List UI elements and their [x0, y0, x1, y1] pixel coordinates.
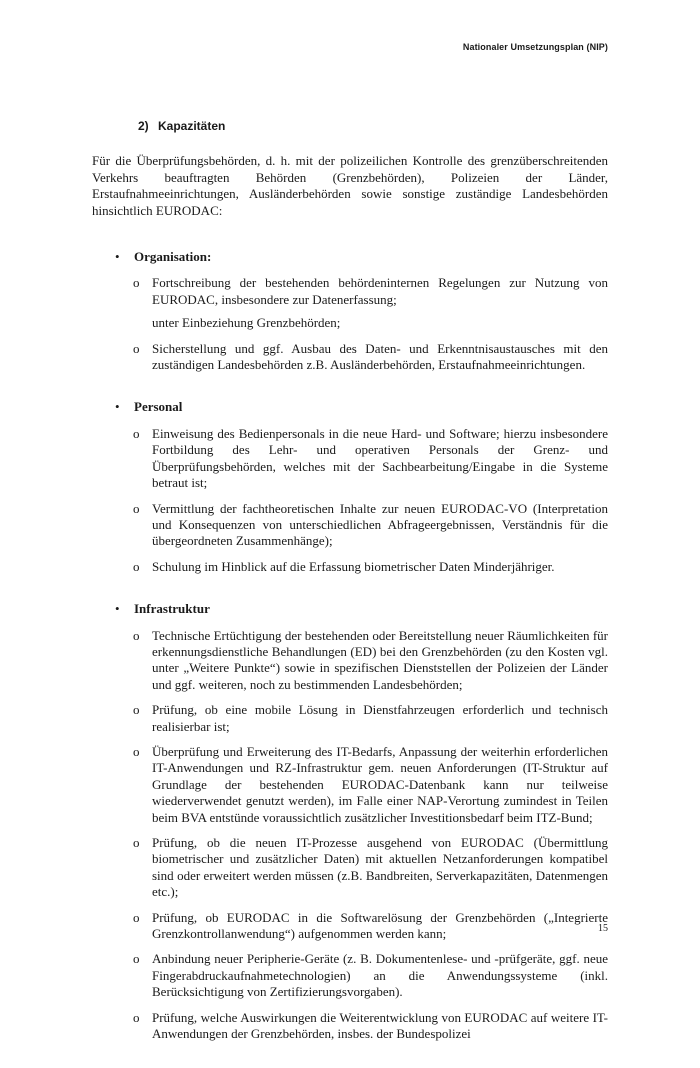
- group-infrastruktur: [92, 601, 608, 1042]
- list-item-continuation: unter Einbeziehung Grenzbehörden;: [152, 315, 341, 331]
- item-list: [92, 275, 608, 373]
- list-item-text: Vermittlung der fachtheoretischen Inhalte zur neuen EURODAC-VO (Interpretation und Konsequenzen von unterschiedlichen Abfrageergebnissen, Verständnis für die übergeordneten Zusammenhänge);: [152, 500, 608, 549]
- list-item-text: Prüfung, ob eine mobile Lösung in Dienstfahrzeugen erforderlich und technisch realisierbar ist;: [152, 702, 608, 734]
- circle-bullet-icon: o: [133, 909, 140, 925]
- list-item: [92, 501, 608, 550]
- list-item: [92, 426, 608, 492]
- list-item-text: Technische Ertüchtigung der bestehenden oder Bereitstellung neuer Räumlichkeiten für erkennungsdienstliche Behandlungen (ED) bei den Grenzbehörden (zu den Kosten vgl. unter „Weitere Punkte“) sowie in spezifischen Dienststellen der Polizeien der Länder und ggf. weiteren, noch zu bestimmenden Landesbehörden;: [152, 627, 608, 692]
- section-number: 2): [138, 119, 149, 133]
- group-title-text: Organisation:: [134, 249, 212, 265]
- circle-bullet-icon: o: [133, 627, 140, 643]
- group-personal: [92, 399, 608, 575]
- group-title-text: Personal: [134, 399, 183, 415]
- circle-bullet-icon: o: [133, 500, 140, 516]
- section-title: Kapazitäten: [158, 119, 226, 133]
- list-item-text: Prüfung, ob EURODAC in die Softwarelösung der Grenzbehörden („Integrierte Grenzkontrollanwendung“) aufgenommen werden kann;: [152, 909, 608, 942]
- circle-bullet-icon: o: [133, 702, 140, 718]
- list-item-text: Sicherstellung und ggf. Ausbau des Daten- und Erkenntnisaustausches mit den zuständigen Landesbehörden z.B. Ausländerbehörden, Erstaufnahmeeinrichtungen.: [152, 340, 608, 373]
- list-item-text: Anbindung neuer Peripherie-Geräte (z. B. Dokumentenlese- und -prüfgeräte, ggf. neue Fingerabdruckaufnahmetechnologien) an die Anwendungssysteme (inkl. Berücksichtigung von Zertifizierungsvorgaben).: [152, 951, 608, 1000]
- list-item-text: Prüfung, welche Auswirkungen die Weiterentwicklung von EURODAC auf weitere IT-Anwendungen der Grenzbehörden, insbes. der Bundespolizei: [152, 1009, 608, 1042]
- circle-bullet-icon: o: [133, 743, 140, 759]
- circle-bullet-icon: o: [133, 275, 140, 291]
- list-item: [92, 744, 608, 826]
- intro-paragraph: Für die Überprüfungsbehörden, d. h. mit der polizeilichen Kontrolle des grenzüberschreitenden Verkehrs beauftragten Behörden (Grenzbehörden), Polizeien der Länder, Erstaufnahmeeinrichtungen, Ausländerbehörden sowie sonstige zuständige Landesbehörden hinsichtlich EURODAC:: [92, 153, 608, 218]
- circle-bullet-icon: o: [133, 425, 140, 441]
- list-item: [92, 628, 608, 694]
- bullet-icon: •: [115, 249, 120, 265]
- item-list: [92, 628, 608, 1043]
- group-title: [92, 249, 608, 265]
- list-item: [92, 702, 608, 735]
- circle-bullet-icon: o: [133, 340, 140, 356]
- item-list: [92, 426, 608, 575]
- page-number: 15: [598, 923, 608, 934]
- circle-bullet-icon: o: [133, 1009, 140, 1025]
- group-organisation: [92, 249, 608, 373]
- group-title: [92, 399, 608, 415]
- list-item-text: Einweisung des Bedienpersonals in die neue Hard- und Software; hierzu insbesondere Fortbildung des Lehr- und operativen Personals der Grenz- und Überprüfungsbehörden, welches mit der Sachbearbeitung/Eingabe in die Systeme betraut ist;: [152, 425, 608, 491]
- list-item: [92, 1010, 608, 1043]
- list-item: [92, 835, 608, 901]
- circle-bullet-icon: o: [133, 951, 140, 967]
- group-title-text: Infrastruktur: [134, 601, 210, 617]
- list-item-text: Überprüfung und Erweiterung des IT-Bedarfs, Anpassung der weiterhin erforderlichen IT-Anwendungen und RZ-Infrastruktur gem. neuen Anforderungen (IT-Struktur auf Grundlage der bestehenden EURODAC-Datenbank kann nur teilweise wiederverwendet genutzt werden), im Falle einer NAP-Verortung zumindest in Teilen beim BVA entstünde voraussichtlich zusätzlicher Investitionsbedarf beim ITZ-Bund;: [152, 743, 608, 825]
- section-heading: [138, 118, 608, 134]
- document-body: [92, 118, 608, 1068]
- list-item-text: Prüfung, ob die neuen IT-Prozesse ausgehend von EURODAC (Übermittlung biometrischer und zusätzlicher Daten) mit aktuellen Netzanforderungen kompatibel sind oder erweitert werden müssen (z.B. Bandbreiten, Serverkapazitäten, Datenmengen etc.);: [152, 835, 608, 900]
- bullet-icon: •: [115, 601, 120, 617]
- group-title: [92, 601, 608, 617]
- running-header: Nationaler Umsetzungsplan (NIP): [462, 42, 608, 52]
- list-item: [92, 951, 608, 1000]
- list-item: [92, 559, 608, 575]
- bullet-icon: •: [115, 399, 120, 415]
- list-item-text: Fortschreibung der bestehenden behördeninternen Regelungen zur Nutzung von EURODAC, insbesondere zur Datenerfassung;: [152, 275, 608, 307]
- list-item: [92, 910, 608, 943]
- list-item: [92, 341, 608, 374]
- list-item: [92, 275, 608, 308]
- circle-bullet-icon: o: [133, 835, 140, 850]
- circle-bullet-icon: o: [133, 558, 140, 574]
- list-item-text: Schulung im Hinblick auf die Erfassung biometrischer Daten Minderjähriger.: [152, 558, 555, 574]
